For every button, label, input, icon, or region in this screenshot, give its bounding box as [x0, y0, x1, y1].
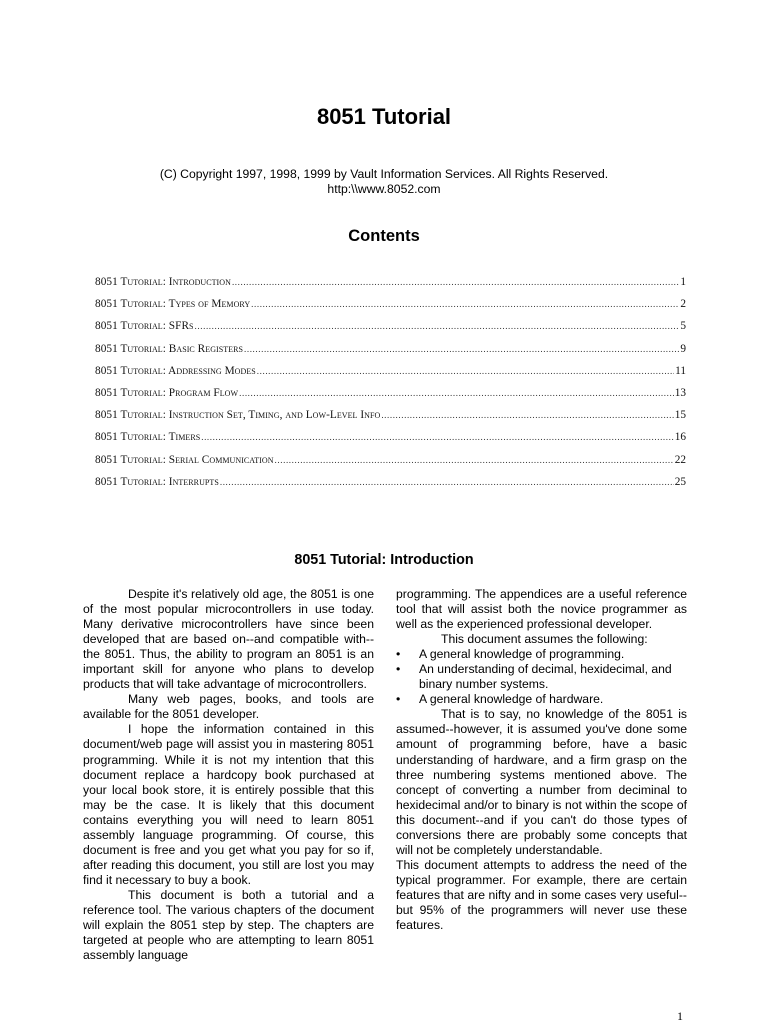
- body-paragraph: This document is both a tutorial and a reference tool. The various chapters of the document will explain the 8051 step by step. The chapters are targeted at people who are attempting to learn 8051 assembly language: [83, 887, 374, 963]
- toc-entry-title: 8051 Tutorial: SFRs: [95, 320, 194, 333]
- toc-entry-page: 25: [674, 475, 686, 488]
- body-paragraph: I hope the information contained in this document/web page will assist you in mastering 8051 programming. While it is not my intention that this document replace a hardcopy book purchased at your local book store, it is entirely possible that this may be the case. It is likely that this document contains everything you will need to learn 8051 assembly language programming. Of course, this document is free and you get what you pay for so if, after reading this document, you still are lost you may find it necessary to buy a book.: [83, 722, 374, 887]
- table-of-contents: [95, 276, 686, 498]
- toc-entry-page: 22: [674, 453, 686, 466]
- left-column: [83, 587, 374, 963]
- list-item: [396, 692, 687, 707]
- toc-entry-title: 8051 Tutorial: Timers: [95, 431, 201, 444]
- assumptions-list: [396, 647, 687, 707]
- toc-entry-page: 2: [680, 298, 686, 311]
- contents-heading: Contents: [348, 227, 420, 245]
- toc-entry-page: 5: [680, 320, 686, 333]
- copyright-notice: [0, 167, 768, 197]
- list-item-text: A general knowledge of hardware.: [419, 692, 604, 707]
- body-paragraph: Many web pages, books, and tools are available for the 8051 developer.: [83, 692, 374, 722]
- list-item: [396, 647, 687, 662]
- toc-entry[interactable]: [95, 431, 686, 453]
- toc-entry-title: 8051 Tutorial: Types of Memory: [95, 298, 251, 311]
- toc-entry-title: 8051 Tutorial: Basic Registers: [95, 342, 243, 355]
- toc-entry-title: 8051 Tutorial: Instruction Set, Timing, and Low-Level Info: [95, 409, 381, 422]
- toc-entry-page: 9: [680, 342, 686, 355]
- toc-entry-title: 8051 Tutorial: Program Flow: [95, 386, 239, 399]
- toc-entry[interactable]: [95, 320, 686, 342]
- toc-leader-dots: [381, 410, 673, 420]
- body-paragraph: This document attempts to address the need of the typical programmer. For example, there are certain features that are nifty and in some cases very useful--but 95% of the programmers will never use these features.: [396, 857, 687, 933]
- toc-entry-page: 11: [675, 364, 686, 377]
- copyright-line: (C) Copyright 1997, 1998, 1999 by Vault Information Services. All Rights Reserved.: [159, 167, 609, 181]
- website-url: http:\\www.8052.com: [327, 182, 441, 196]
- toc-entry[interactable]: [95, 409, 686, 431]
- toc-entry-title: 8051 Tutorial: Interrupts: [95, 475, 219, 488]
- introduction-heading: 8051 Tutorial: Introduction: [294, 552, 474, 568]
- toc-leader-dots: [220, 477, 674, 487]
- bullet-icon: •: [396, 647, 401, 662]
- assumptions-intro: This document assumes the following:: [441, 632, 648, 647]
- toc-leader-dots: [257, 366, 674, 376]
- list-item: [396, 662, 687, 692]
- toc-entry-title: 8051 Tutorial: Introduction: [95, 276, 231, 288]
- list-item-text: A general knowledge of programming.: [419, 647, 625, 662]
- toc-leader-dots: [251, 299, 679, 309]
- bullet-icon: •: [396, 692, 401, 707]
- right-column: [396, 587, 687, 933]
- body-paragraph: That is to say, no knowledge of the 8051 is assumed--however, it is assumed you've done some amount of programming before, have a basic understanding of hardware, and a firm grasp on the three numbering systems mentioned above. The concept of converting a number from deciminal to hexidecimal and/or to binary is not within the scope of this document--and if you can't do those types of conversions there are probably some concepts that will not be completely understandable.: [396, 707, 687, 857]
- toc-entry[interactable]: [95, 298, 686, 320]
- toc-entry[interactable]: [95, 387, 686, 409]
- toc-entry[interactable]: [95, 476, 686, 498]
- toc-entry-title: 8051 Tutorial: Addressing Modes: [95, 364, 256, 377]
- toc-entry-page: 15: [674, 409, 686, 422]
- bullet-icon: •: [396, 662, 401, 677]
- toc-leader-dots: [195, 321, 680, 331]
- toc-leader-dots: [244, 344, 679, 354]
- toc-leader-dots: [239, 388, 674, 398]
- toc-leader-dots: [275, 455, 674, 465]
- toc-entry[interactable]: [95, 276, 686, 298]
- toc-entry-page: 1: [680, 276, 686, 288]
- toc-leader-dots: [201, 432, 673, 442]
- body-paragraph: Despite it's relatively old age, the 8051 is one of the most popular microcontrollers in use today. Many derivative microcontrollers have since been developed that are based on--and compatible with--the 8051. Thus, the ability to program an 8051 is an important skill for anyone who plans to develop products that will take advantage of microcontrollers.: [83, 587, 374, 692]
- toc-leader-dots: [232, 277, 679, 287]
- toc-entry[interactable]: [95, 343, 686, 365]
- toc-entry[interactable]: [95, 365, 686, 387]
- list-item-text: An understanding of decimal, hexidecimal, and binary number systems.: [419, 662, 672, 692]
- body-paragraph: programming. The appendices are a useful reference tool that will assist both the novice programmer as well as the experienced professional developer.: [396, 587, 687, 632]
- toc-entry-page: 16: [674, 431, 686, 444]
- toc-entry-page: 13: [674, 386, 686, 399]
- document-title: 8051 Tutorial: [316, 104, 452, 129]
- toc-entry[interactable]: [95, 454, 686, 476]
- page-number: 1: [677, 1009, 683, 1023]
- toc-entry-title: 8051 Tutorial: Serial Communication: [95, 453, 274, 466]
